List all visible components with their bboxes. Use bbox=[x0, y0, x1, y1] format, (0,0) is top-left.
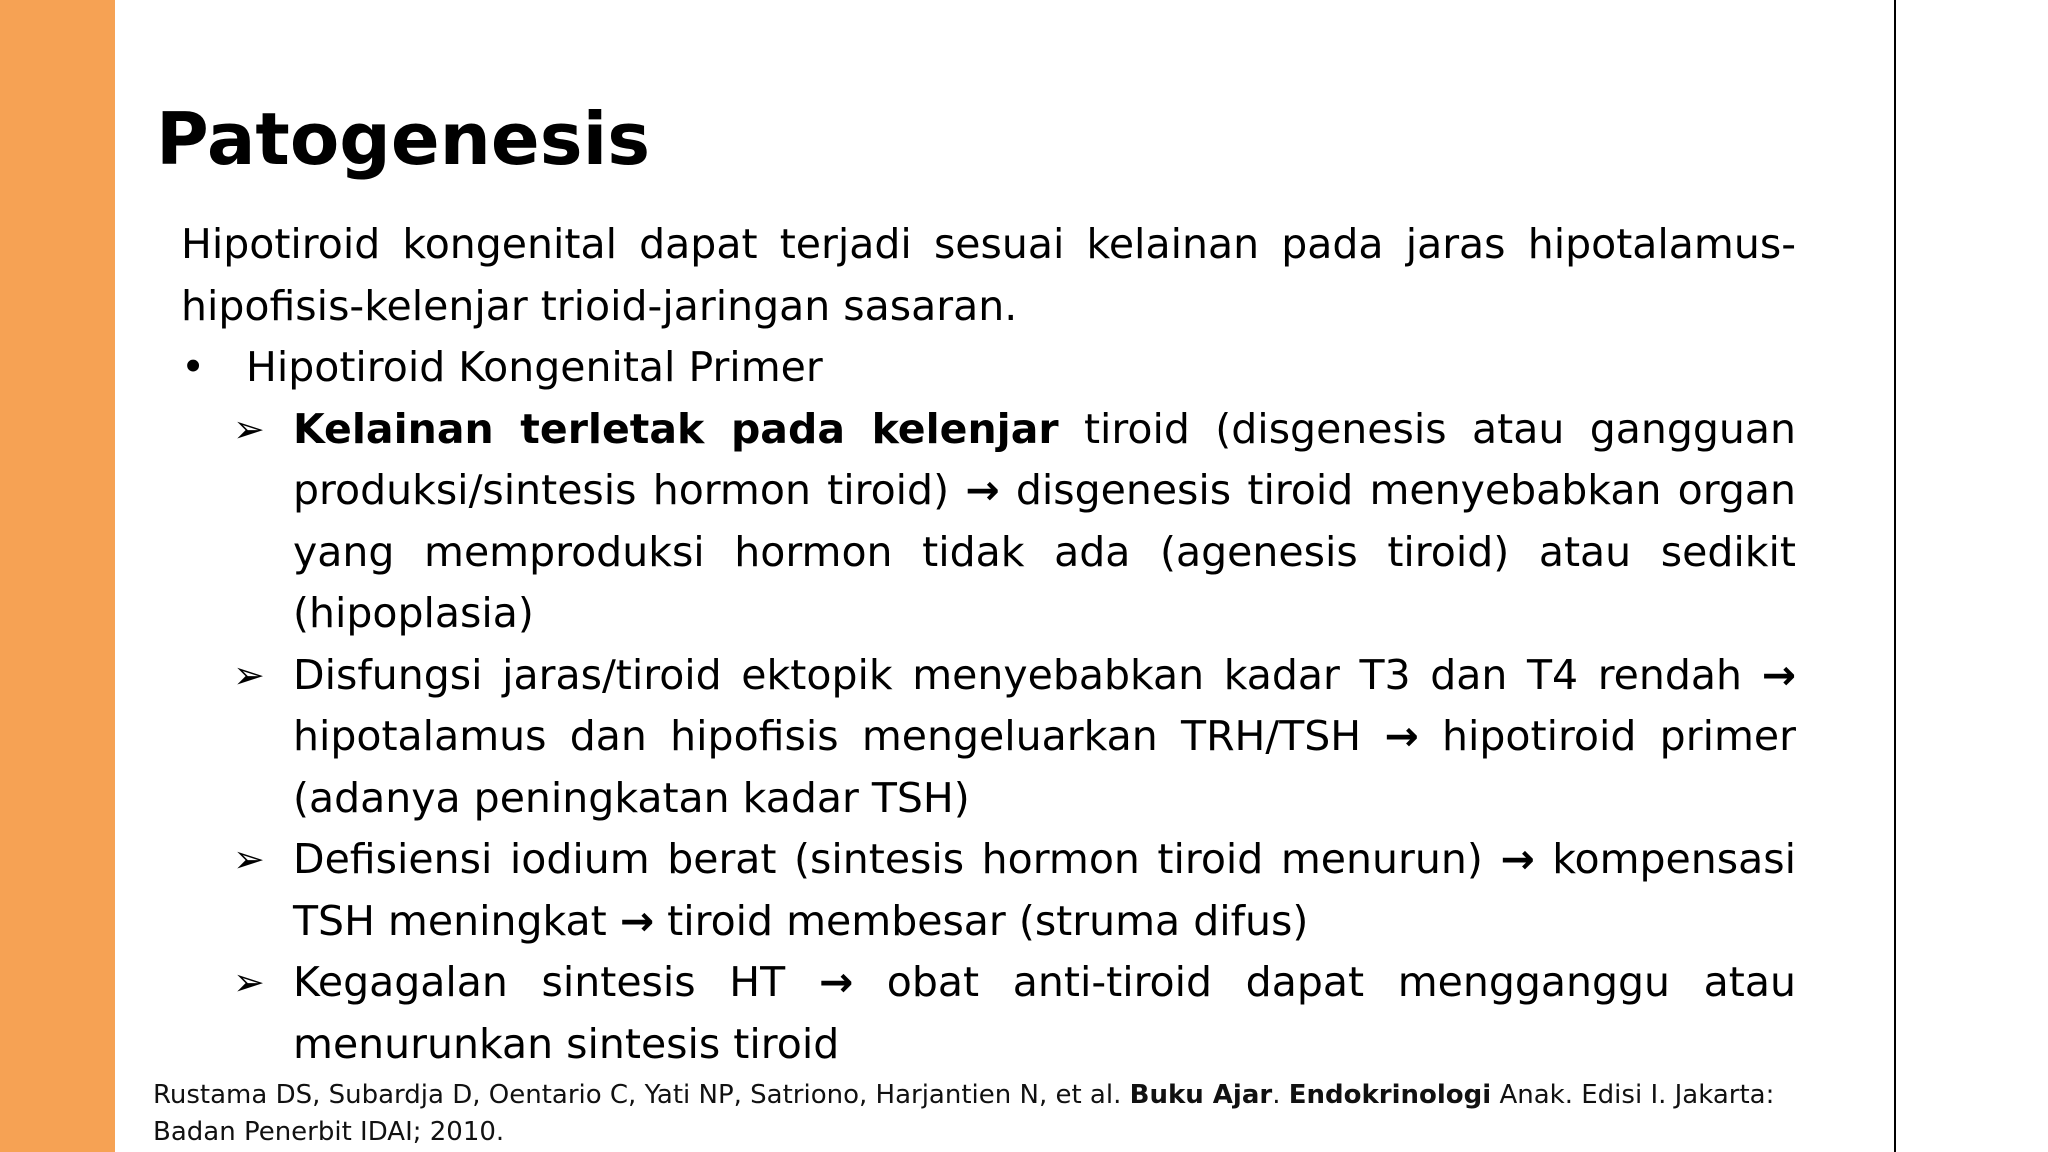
right-arrow-icon: → bbox=[818, 958, 854, 1006]
item-text: Defisiensi iodium berat (sintesis hormon tiroid menurun) bbox=[293, 835, 1501, 883]
item-text: hipotiroid primer (adanya peningkatan kadar TSH) bbox=[293, 712, 1796, 822]
right-arrow-icon: → bbox=[1500, 835, 1535, 883]
citation-text: Anak. Edisi I. Jakarta: Badan Penerbit IDAI; 2010. bbox=[153, 1080, 1775, 1147]
arrowhead-bullet-icon: ➢ bbox=[233, 837, 265, 881]
item-text: disgenesis tiroid menyebabkan organ yang memproduksi hormon tidak ada (agenesis tiroid) atau sedikit (hipoplasia) bbox=[293, 466, 1796, 637]
sub-item-disfungsi bbox=[181, 645, 1796, 830]
bullet-dot-icon: • bbox=[181, 343, 206, 391]
intro-paragraph: Hipotiroid kongenital dapat terjadi sesuai kelainan pada jaras hipotalamus-hipofisis-kelenjar trioid-jaringan sasaran. bbox=[181, 220, 1796, 330]
citation-bold: Endokrinologi bbox=[1288, 1080, 1492, 1110]
arrowhead-bullet-icon: ➢ bbox=[233, 406, 265, 451]
sub-item-defisiensi bbox=[181, 829, 1796, 952]
sub-item-kegagalan bbox=[181, 952, 1796, 1075]
right-border-line bbox=[1894, 0, 1896, 1152]
bullet-label: Hipotiroid Kongenital Primer bbox=[246, 343, 823, 391]
right-arrow-icon: → bbox=[1384, 712, 1419, 760]
right-arrow-icon: → bbox=[619, 896, 655, 945]
bullet-primary-congenital bbox=[181, 337, 1796, 399]
reference-citation bbox=[153, 1077, 1813, 1151]
citation-bold: Buku Ajar bbox=[1129, 1080, 1273, 1110]
item-text: tiroid membesar (struma difus) bbox=[654, 896, 1309, 945]
accent-bar bbox=[0, 0, 115, 1152]
item-text: Kegagalan sintesis HT bbox=[293, 958, 819, 1006]
item-text: obat anti-tiroid dapat mengganggu atau menurunkan sintesis tiroid bbox=[293, 958, 1796, 1068]
item-text: tiroid (disgenesis atau gangguan produksi/sintesis hormon tiroid) bbox=[293, 404, 1796, 514]
item-text: Disfungsi jaras/tiroid ektopik menyebabkan kadar T3 dan T4 rendah bbox=[293, 650, 1762, 699]
sub-item-kelainan bbox=[181, 399, 1796, 645]
slide-title: Patogenesis bbox=[156, 97, 651, 181]
slide-body bbox=[181, 214, 1796, 1075]
citation-text: Rustama DS, Subardja D, Oentario C, Yati NP, Satriono, Harjantien N, et al. bbox=[153, 1080, 1130, 1110]
bold-phrase: Kelainan terletak pada kelenjar bbox=[293, 404, 1059, 453]
arrowhead-bullet-icon: ➢ bbox=[233, 960, 265, 1004]
arrowhead-bullet-icon: ➢ bbox=[233, 652, 265, 697]
right-arrow-icon: → bbox=[965, 466, 1000, 514]
item-text: kompensasi TSH meningkat bbox=[293, 835, 1796, 945]
right-arrow-icon: → bbox=[1761, 650, 1796, 699]
sub-bullet-list bbox=[181, 399, 1796, 1076]
item-text: hipotalamus dan hipofisis mengeluarkan TRH/TSH bbox=[293, 712, 1385, 760]
citation-text: . bbox=[1272, 1080, 1289, 1110]
